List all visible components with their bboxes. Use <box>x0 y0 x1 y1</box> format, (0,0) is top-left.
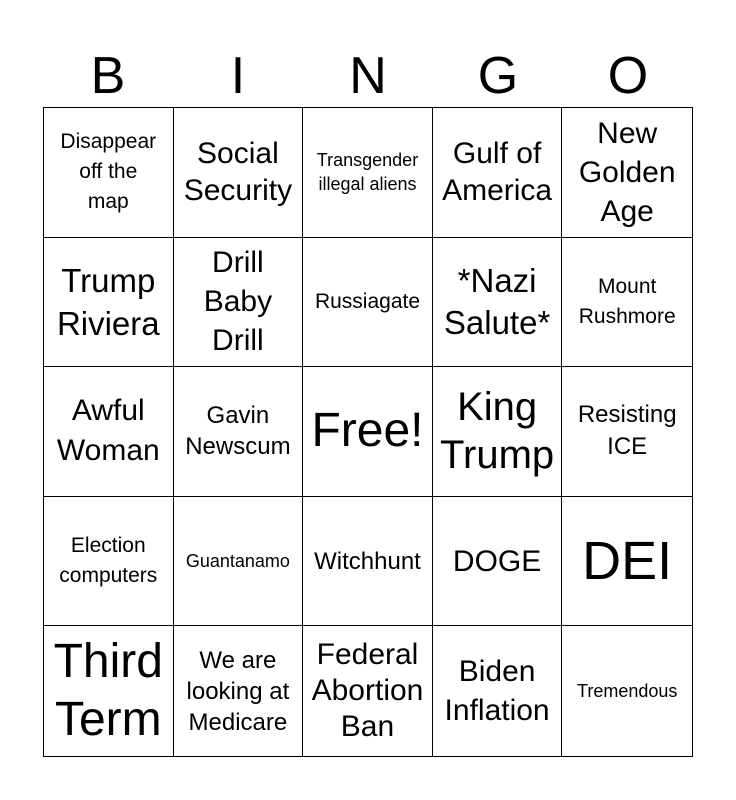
cell-label: Federal Abortion Ban <box>311 638 424 744</box>
bingo-cell-5-5[interactable] <box>562 626 692 756</box>
header-letter-i: I <box>230 47 246 105</box>
cell-label: Social Security <box>183 137 293 208</box>
bingo-cell-1-1[interactable] <box>44 108 174 238</box>
bingo-board <box>43 107 693 757</box>
bingo-cell-3-4[interactable] <box>433 367 563 497</box>
bingo-cell-5-2[interactable] <box>174 626 304 756</box>
header-letter-b: B <box>90 47 126 105</box>
bingo-header <box>43 46 693 106</box>
header-letter-n: N <box>349 47 387 105</box>
cell-label: Guantanamo <box>185 551 290 572</box>
bingo-cell-5-1[interactable] <box>44 626 174 756</box>
cell-label: DEI <box>582 531 673 592</box>
bingo-cell-2-1[interactable] <box>44 238 174 368</box>
cell-label: *Nazi Salute* <box>443 261 551 341</box>
header-letter-g: G <box>477 47 519 105</box>
cell-label: Russiagate <box>314 289 421 313</box>
bingo-cell-3-2[interactable] <box>174 367 304 497</box>
cell-label: Biden Inflation <box>444 655 550 728</box>
cell-label: Trump Riviera <box>56 261 160 342</box>
cell-label: Gulf of America <box>442 137 553 208</box>
cell-label: Disappear off the map <box>60 130 157 214</box>
bingo-cell-3-3[interactable] <box>303 367 433 497</box>
cell-label: Awful Woman <box>56 394 160 468</box>
bingo-cell-4-1[interactable] <box>44 497 174 627</box>
cell-label: Transgender illegal aliens <box>316 150 419 195</box>
bingo-cell-4-2[interactable] <box>174 497 304 627</box>
bingo-cell-1-5[interactable] <box>562 108 692 238</box>
cell-label: Third Term <box>53 635 163 747</box>
bingo-cell-4-3[interactable] <box>303 497 433 627</box>
cell-label: Mount Rushmore <box>578 274 676 328</box>
bingo-cell-2-2[interactable] <box>174 238 304 368</box>
bingo-cell-3-5[interactable] <box>562 367 692 497</box>
cell-label: Witchhunt <box>314 547 421 575</box>
bingo-cell-5-3[interactable] <box>303 626 433 756</box>
cell-label: Election computers <box>59 534 158 588</box>
cell-label: Resisting ICE <box>577 401 677 461</box>
cell-label: King Trump <box>440 385 555 478</box>
bingo-cell-1-4[interactable] <box>433 108 563 238</box>
bingo-cell-1-2[interactable] <box>174 108 304 238</box>
cell-label: Gavin Newscum <box>185 402 291 461</box>
cell-label: New Golden Age <box>578 116 676 228</box>
header-letter-o: O <box>607 47 649 105</box>
bingo-cell-5-4[interactable] <box>433 626 563 756</box>
bingo-cell-4-5[interactable] <box>562 497 692 627</box>
bingo-cell-2-3[interactable] <box>303 238 433 368</box>
cell-label: We are looking at Medicare <box>186 646 290 736</box>
bingo-cell-2-4[interactable] <box>433 238 563 368</box>
bingo-cell-1-3[interactable] <box>303 108 433 238</box>
bingo-cell-3-1[interactable] <box>44 367 174 497</box>
bingo-cell-4-4[interactable] <box>433 497 563 627</box>
cell-label: DOGE <box>452 544 542 578</box>
bingo-cell-2-5[interactable] <box>562 238 692 368</box>
cell-label: Tremendous <box>577 681 678 702</box>
cell-label: Drill Baby Drill <box>203 246 273 358</box>
free-space: Free! <box>311 404 424 458</box>
